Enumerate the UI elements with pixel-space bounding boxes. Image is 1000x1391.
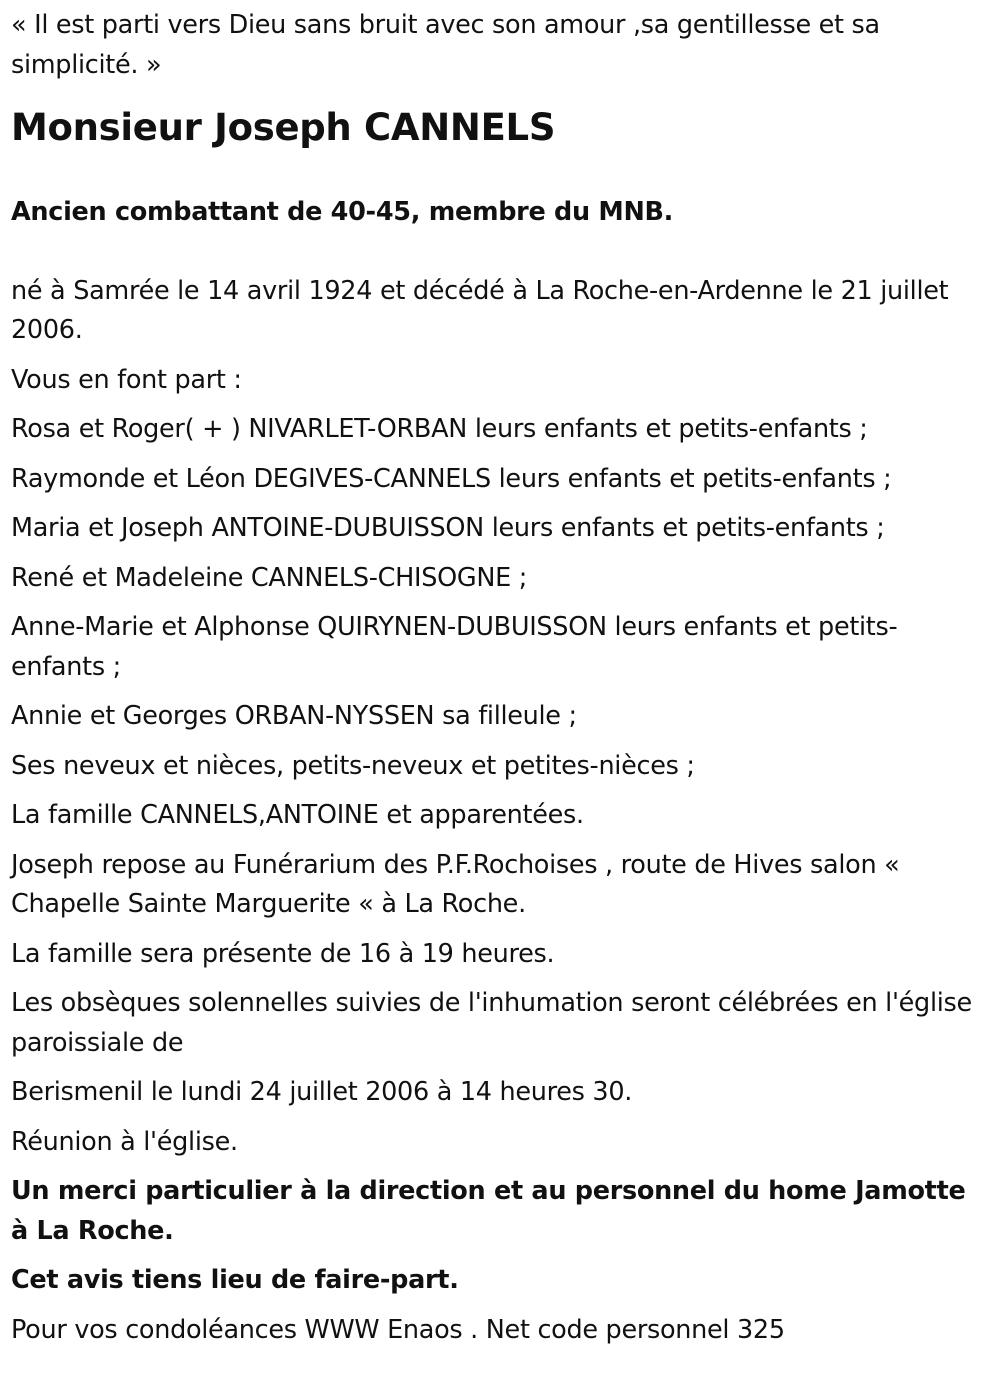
meeting-place: Réunion à l'église. (11, 1126, 238, 1157)
epitaph-quote: « Il est parti vers Dieu sans bruit avec son amour ,sa gentillesse et sa simplicité. » (11, 10, 880, 80)
funeral-date: Berismenil le lundi 24 juillet 2006 à 14 heures 30. (11, 1077, 633, 1107)
family-line: Annie et Georges ORBAN-NYSSEN sa filleule ; (11, 701, 577, 731)
birth-death-line: né à Samrée le 14 avril 1924 et décédé à La Roche-en-Ardenne le 21 juillet 2006. (11, 275, 949, 345)
deceased-subtitle: Ancien combattant de 40-45, membre du MNB. (11, 197, 674, 227)
notice-note: Cet avis tiens lieu de faire-part. (11, 1265, 459, 1295)
visiting-hours: La famille sera présente de 16 à 19 heures. (11, 938, 555, 969)
family-line: Ses neveux et nièces, petits-neveux et petites-nièces ; (11, 750, 695, 781)
family-line: Rosa et Roger( + ) NIVARLET-ORBAN leurs enfants et petits-enfants ; (11, 414, 868, 444)
thanks-note: Un merci particulier à la direction et au personnel du home Jamotte à La Roche. (11, 1176, 966, 1246)
announce-intro: Vous en font part : (11, 364, 242, 395)
family-line: Raymonde et Léon DEGIVES-CANNELS leurs enfants et petits-enfants ; (11, 463, 892, 494)
funeral-info: Les obsèques solennelles suivies de l'inhumation seront célébrées en l'église paroissiale de (11, 988, 972, 1058)
family-line: René et Madeleine CANNELS-CHISOGNE ; (11, 562, 528, 593)
condolences-line: Pour vos condoléances WWW Enaos . Net code personnel 325 (11, 1314, 785, 1345)
deceased-name: Monsieur Joseph CANNELS (11, 106, 556, 149)
repose-location: Joseph repose au Funérarium des P.F.Rochoises , route de Hives salon « Chapelle Sainte Marguerite « à La Roche. (11, 849, 900, 919)
family-line: La famille CANNELS,ANTOINE et apparentées. (11, 800, 584, 830)
family-line: Maria et Joseph ANTOINE-DUBUISSON leurs enfants et petits-enfants ; (11, 513, 885, 543)
family-line: Anne-Marie et Alphonse QUIRYNEN-DUBUISSON leurs enfants et petits-enfants ; (11, 612, 898, 682)
